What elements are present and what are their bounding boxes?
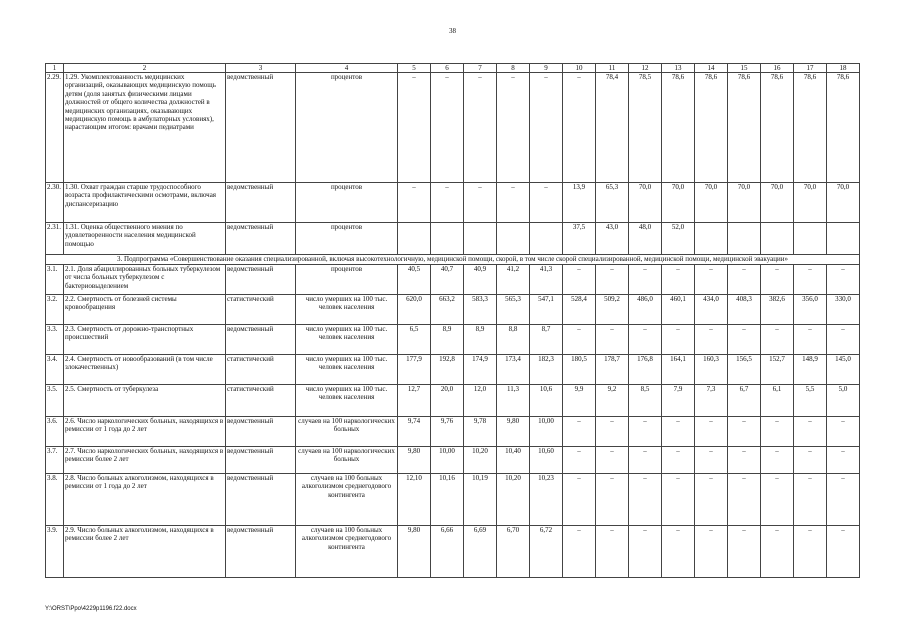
row-number: 3.7. [46,446,64,473]
value-cell: 152,7 [761,354,794,384]
value-cell: 11,3 [497,384,530,416]
table-row [46,223,860,255]
table-row [46,384,860,416]
value-cell: 565,3 [497,294,530,324]
value-cell: 164,1 [662,354,695,384]
value-cell: 356,0 [794,294,827,324]
unit-of-measure: случаев на 100 наркологических больных [296,416,398,446]
value-cell: 48,0 [629,223,662,255]
value-cell: – [794,473,827,525]
value-cell [794,223,827,255]
table-row [46,183,860,223]
table-row [46,264,860,294]
value-cell: – [761,446,794,473]
value-cell [464,223,497,255]
indicator-type: ведомственный [226,416,296,446]
table-row [46,354,860,384]
value-cell: – [761,473,794,525]
indicator-type: ведомственный [226,324,296,354]
value-cell: – [629,264,662,294]
value-cell: 10,16 [431,473,464,525]
value-cell: – [794,525,827,577]
indicator-type: статистический [226,384,296,416]
column-header: 8 [497,64,530,73]
value-cell [695,223,728,255]
value-cell: 176,8 [629,354,662,384]
value-cell: – [596,473,629,525]
value-cell: 9,9 [563,384,596,416]
value-cell: – [596,446,629,473]
page-number: 38 [449,27,456,35]
value-cell: – [695,264,728,294]
row-number: 3.9. [46,525,64,577]
value-cell: 173,4 [497,354,530,384]
value-cell [761,223,794,255]
value-cell: – [431,183,464,223]
value-cell: – [662,324,695,354]
column-header: 18 [827,64,860,73]
unit-of-measure: число умерших на 100 тыс. человек населения [296,354,398,384]
value-cell: – [728,473,761,525]
table-body [46,64,860,578]
value-cell: – [695,473,728,525]
indicator-type: ведомственный [226,446,296,473]
unit-of-measure: случаев на 100 наркологических больных [296,446,398,473]
value-cell: 70,0 [728,183,761,223]
value-cell: 5,5 [794,384,827,416]
value-cell: 8,9 [431,324,464,354]
value-cell: – [761,264,794,294]
table-row [46,473,860,525]
value-cell: – [563,473,596,525]
value-cell: – [629,525,662,577]
column-header: 11 [596,64,629,73]
value-cell: – [761,416,794,446]
value-cell: 70,0 [761,183,794,223]
value-cell: 528,4 [563,294,596,324]
row-number: 3.5. [46,384,64,416]
value-cell: – [563,446,596,473]
value-cell: 547,1 [530,294,563,324]
column-header: 6 [431,64,464,73]
value-cell: – [596,324,629,354]
column-number-row [46,64,860,73]
value-cell: 40,7 [431,264,464,294]
value-cell: 78,5 [629,73,662,183]
unit-of-measure: число умерших на 100 тыс. человек населения [296,384,398,416]
value-cell: – [728,446,761,473]
value-cell: – [827,446,860,473]
value-cell: 182,3 [530,354,563,384]
value-cell: 78,4 [596,73,629,183]
value-cell: – [728,525,761,577]
indicator-name: 2.4. Смертность от новообразований (в том числе злокачественных) [64,354,226,384]
value-cell: 148,9 [794,354,827,384]
indicator-type: ведомственный [226,183,296,223]
value-cell: – [728,324,761,354]
value-cell: 5,0 [827,384,860,416]
value-cell: 192,8 [431,354,464,384]
indicator-name: 1.31. Оценка общественного мнения по удовлетворенности населения медицинской помощью [64,223,226,255]
indicators-table [45,63,860,578]
value-cell: – [662,264,695,294]
file-path-footer: Y:\ORST\Ppo\4229p1196.f22.docx [45,606,137,612]
value-cell: 408,3 [728,294,761,324]
value-cell: 6,5 [398,324,431,354]
value-cell: – [695,416,728,446]
table-row [46,525,860,577]
value-cell: 620,0 [398,294,431,324]
section-row [46,255,860,265]
indicator-name: 2.6. Число наркологических больных, находящихся в ремиссии от 1 года до 2 лет [64,416,226,446]
value-cell: 145,0 [827,354,860,384]
value-cell: 9,76 [431,416,464,446]
row-number: 3.6. [46,416,64,446]
column-header: 3 [226,64,296,73]
table-row [46,324,860,354]
value-cell: 37,5 [563,223,596,255]
value-cell: 10,23 [530,473,563,525]
value-cell: 52,0 [662,223,695,255]
value-cell: 10,40 [497,446,530,473]
value-cell: – [794,416,827,446]
value-cell: – [629,473,662,525]
value-cell: 12,0 [464,384,497,416]
value-cell: 9,80 [398,446,431,473]
value-cell: – [827,416,860,446]
value-cell: 9,74 [398,416,431,446]
value-cell: 41,2 [497,264,530,294]
value-cell: 12,10 [398,473,431,525]
value-cell: 382,6 [761,294,794,324]
value-cell: 78,6 [728,73,761,183]
value-cell: – [695,324,728,354]
table-row [46,294,860,324]
table-row [46,446,860,473]
value-cell: – [398,183,431,223]
value-cell: 70,0 [695,183,728,223]
row-number: 3.3. [46,324,64,354]
value-cell: 6,72 [530,525,563,577]
indicator-name: 2.1. Доля абациллированных больных туберкулезом от числа больных туберкулезом с бактериовыделением [64,264,226,294]
value-cell: 41,3 [530,264,563,294]
value-cell: 8,8 [497,324,530,354]
value-cell: 78,6 [794,73,827,183]
value-cell: 65,3 [596,183,629,223]
value-cell: – [695,446,728,473]
indicator-name: 2.5. Смертность от туберкулеза [64,384,226,416]
indicator-name: 2.9. Число больных алкоголизмом, находящихся в ремиссии более 2 лет [64,525,226,577]
value-cell: 7,3 [695,384,728,416]
value-cell: 509,2 [596,294,629,324]
indicator-type: ведомственный [226,264,296,294]
value-cell: – [530,183,563,223]
value-cell: – [563,73,596,183]
indicator-type: статистический [226,294,296,324]
value-cell: 10,6 [530,384,563,416]
value-cell: 9,2 [596,384,629,416]
value-cell: 78,6 [695,73,728,183]
value-cell: 70,0 [629,183,662,223]
unit-of-measure: число умерших на 100 тыс. человек населения [296,294,398,324]
value-cell: – [761,525,794,577]
value-cell: – [530,73,563,183]
value-cell: – [629,324,662,354]
value-cell: – [794,264,827,294]
unit-of-measure: процентов [296,183,398,223]
value-cell: 70,0 [662,183,695,223]
indicator-name: 2.8. Число больных алкоголизмом, находящихся в ремиссии от 1 года до 2 лет [64,473,226,525]
value-cell: – [497,73,530,183]
value-cell: 78,6 [761,73,794,183]
value-cell: – [497,183,530,223]
column-header: 13 [662,64,695,73]
value-cell: 160,3 [695,354,728,384]
value-cell: – [464,73,497,183]
value-cell: 10,00 [431,446,464,473]
value-cell: – [662,473,695,525]
value-cell: 174,9 [464,354,497,384]
indicator-type: ведомственный [226,73,296,183]
value-cell [530,223,563,255]
value-cell: 8,9 [464,324,497,354]
row-number: 3.2. [46,294,64,324]
value-cell [431,223,464,255]
value-cell: 12,7 [398,384,431,416]
value-cell: – [695,525,728,577]
value-cell: – [827,525,860,577]
value-cell: – [563,324,596,354]
value-cell: – [662,416,695,446]
value-cell: – [464,183,497,223]
column-header: 7 [464,64,497,73]
table-row [46,416,860,446]
value-cell: 6,7 [728,384,761,416]
value-cell: 177,9 [398,354,431,384]
value-cell: – [794,324,827,354]
value-cell: 13,9 [563,183,596,223]
value-cell: 583,3 [464,294,497,324]
value-cell: 7,9 [662,384,695,416]
row-number: 3.4. [46,354,64,384]
value-cell: 460,1 [662,294,695,324]
value-cell: 20,0 [431,384,464,416]
value-cell: 10,20 [464,446,497,473]
column-header: 2 [64,64,226,73]
column-header: 5 [398,64,431,73]
indicator-name: 2.3. Смертность от дорожно-транспортных происшествий [64,324,226,354]
value-cell: 6,66 [431,525,464,577]
value-cell: 8,7 [530,324,563,354]
value-cell [728,223,761,255]
value-cell: 434,0 [695,294,728,324]
value-cell: 6,69 [464,525,497,577]
value-cell: 9,80 [398,525,431,577]
value-cell: 6,70 [497,525,530,577]
value-cell: – [662,446,695,473]
indicator-type: статистический [226,354,296,384]
value-cell: – [794,446,827,473]
value-cell: – [596,264,629,294]
value-cell: 40,9 [464,264,497,294]
value-cell: 78,6 [827,73,860,183]
column-header: 17 [794,64,827,73]
row-number: 2.29. [46,73,64,183]
value-cell: 663,2 [431,294,464,324]
indicator-name: 1.30. Охват граждан старше трудоспособного возраста профилактическими осмотрами, включая диспансеризацию [64,183,226,223]
value-cell: 330,0 [827,294,860,324]
value-cell: – [431,73,464,183]
indicator-name: 2.2. Смертность от болезней системы кровообращения [64,294,226,324]
column-header: 12 [629,64,662,73]
value-cell: 178,7 [596,354,629,384]
value-cell [827,223,860,255]
value-cell: 9,80 [497,416,530,446]
value-cell: – [596,416,629,446]
value-cell: – [563,525,596,577]
value-cell: – [827,264,860,294]
unit-of-measure: случаев на 100 больных алкоголизмом среднегодового контингента [296,525,398,577]
value-cell: – [563,264,596,294]
value-cell: – [761,324,794,354]
value-cell: 78,6 [662,73,695,183]
row-number: 3.8. [46,473,64,525]
value-cell: – [827,324,860,354]
unit-of-measure: процентов [296,264,398,294]
column-header: 1 [46,64,64,73]
indicator-type: ведомственный [226,223,296,255]
column-header: 16 [761,64,794,73]
value-cell: 10,19 [464,473,497,525]
value-cell: 6,1 [761,384,794,416]
subprogram-title: 3. Подпрограмма «Совершенствование оказания специализированной, включая высокотехнологичную, медицинской помощи, скорой, в том числе скорой специализированной, медицинской помощи, медицинской эвакуации» [46,255,860,265]
row-number: 3.1. [46,264,64,294]
value-cell: 40,5 [398,264,431,294]
value-cell: 43,0 [596,223,629,255]
indicator-type: ведомственный [226,525,296,577]
unit-of-measure: число умерших на 100 тыс. человек населения [296,324,398,354]
value-cell: 70,0 [794,183,827,223]
value-cell: – [563,416,596,446]
unit-of-measure: процентов [296,73,398,183]
value-cell [398,223,431,255]
value-cell: 156,5 [728,354,761,384]
indicator-name: 1.29. Укомплектованность медицинских организаций, оказывающих медицинскую помощь детям (доля занятых физическими лицами должностей от общего количества должностей в медицинских организациях, оказывающих медицинскую помощь в амбулаторных условиях), нарастающим итогом: врачами педиатрами [64,73,226,183]
indicator-name: 2.7. Число наркологических больных, находящихся в ремиссии более 2 лет [64,446,226,473]
row-number: 2.30. [46,183,64,223]
value-cell: 10,60 [530,446,563,473]
column-header: 4 [296,64,398,73]
value-cell: – [827,473,860,525]
value-cell: – [596,525,629,577]
value-cell: – [728,416,761,446]
row-number: 2.31. [46,223,64,255]
value-cell: – [629,446,662,473]
value-cell: 180,5 [563,354,596,384]
unit-of-measure: процентов [296,223,398,255]
value-cell: – [398,73,431,183]
value-cell: 9,78 [464,416,497,446]
column-header: 10 [563,64,596,73]
value-cell: – [728,264,761,294]
value-cell: 486,0 [629,294,662,324]
unit-of-measure: случаев на 100 больных алкоголизмом среднегодового контингента [296,473,398,525]
table-row [46,73,860,183]
value-cell: 10,00 [530,416,563,446]
column-header: 9 [530,64,563,73]
value-cell: 10,20 [497,473,530,525]
value-cell [497,223,530,255]
indicator-type: ведомственный [226,473,296,525]
column-header: 14 [695,64,728,73]
value-cell: – [629,416,662,446]
value-cell: 8,5 [629,384,662,416]
value-cell: – [662,525,695,577]
value-cell: 70,0 [827,183,860,223]
column-header: 15 [728,64,761,73]
